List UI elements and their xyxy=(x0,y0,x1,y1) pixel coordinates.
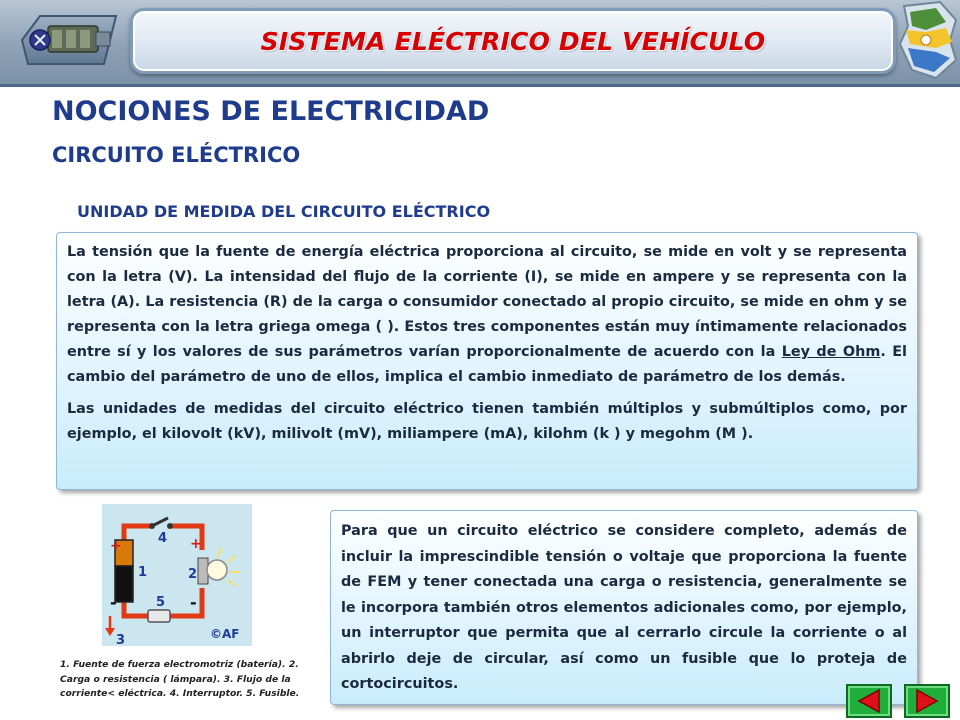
lamp-plus-label: + xyxy=(190,536,202,552)
triangle-right-icon xyxy=(906,686,948,716)
units-paragraph-1-end: . El cambio del parámetro de uno de ellos, implica el cambio inmediato de parámetro de los demás. xyxy=(67,344,907,385)
circuit-text-box xyxy=(330,510,918,705)
title-banner xyxy=(130,8,896,74)
next-button[interactable] xyxy=(904,684,950,718)
units-paragraph-2: Las unidades de medidas del circuito eléctrico tienen también múltiplos y submúltiplos como, por ejemplo, el kilovolt (kV), milivolt (mV), miliampere (mA), kilohm (k ) y megohm (M ). xyxy=(67,401,907,442)
label-3: 3 xyxy=(116,633,126,646)
circuit-diagram xyxy=(102,504,252,646)
battery-plus-label: + xyxy=(110,538,122,554)
label-4: 4 xyxy=(158,531,168,546)
battery-minus-label: - xyxy=(110,593,117,612)
label-2: 2 xyxy=(188,567,198,582)
lamp-minus-label: - xyxy=(190,593,197,612)
label-5: 5 xyxy=(156,595,166,610)
copyright-label: ©AF xyxy=(210,627,240,641)
circuit-diagram-svg xyxy=(102,504,252,646)
units-paragraph-1 xyxy=(67,240,907,390)
circuit-paragraph: Para que un circuito eléctrico se considere completo, además de incluir la imprescindible tensión o voltaje que proporciona la fuente de FEM y tener conectada una carga o resistencia, generalmente se le incorpora también otros elementos adicionales como, por ejemplo, un interruptor que permita que al cerrarlo circule la corriente o al abrirlo deje de circular, así como un fusible que lo proteja de cortocircuitos. xyxy=(341,523,907,692)
map-logo-icon xyxy=(896,0,960,80)
header-bar xyxy=(0,0,960,87)
engine-logo-icon xyxy=(18,6,122,74)
units-paragraph-1-text: La tensión que la fuente de energía eléctrica proporciona al circuito, se mide en volt y se representa con la letra (V). La intensidad del flujo de la corriente (I), se mide en ampere y se representa con la letra (A). La resistencia (R) de la carga o consumidor conectado al propio circuito, se mide en ohm y se representa con la letra griega omega ( ). Estos tres componentes están muy íntimamente relacionados entre sí y los valores de sus parámetros varían proporcionalmente de acuerdo con la xyxy=(67,244,907,360)
section-heading: UNIDAD DE MEDIDA DEL CIRCUITO ELÉCTRICO xyxy=(77,202,491,221)
units-text-box xyxy=(56,232,918,490)
ley-de-ohm-link[interactable]: Ley de Ohm xyxy=(781,344,881,360)
figure-caption: 1. Fuente de fuerza electromotriz (batería). 2. Carga o resistencia ( lámpara). 3. Flujo de la corriente< eléctrica. 4. Interruptor. 5. Fusible. xyxy=(60,659,300,699)
triangle-left-icon xyxy=(848,686,890,716)
sub-heading: CIRCUITO ELÉCTRICO xyxy=(52,143,301,167)
previous-button[interactable] xyxy=(846,684,892,718)
main-heading: NOCIONES DE ELECTRICIDAD xyxy=(52,96,490,127)
label-1: 1 xyxy=(138,565,148,580)
page-title: SISTEMA ELÉCTRICO DEL VEHÍCULO xyxy=(260,26,766,56)
